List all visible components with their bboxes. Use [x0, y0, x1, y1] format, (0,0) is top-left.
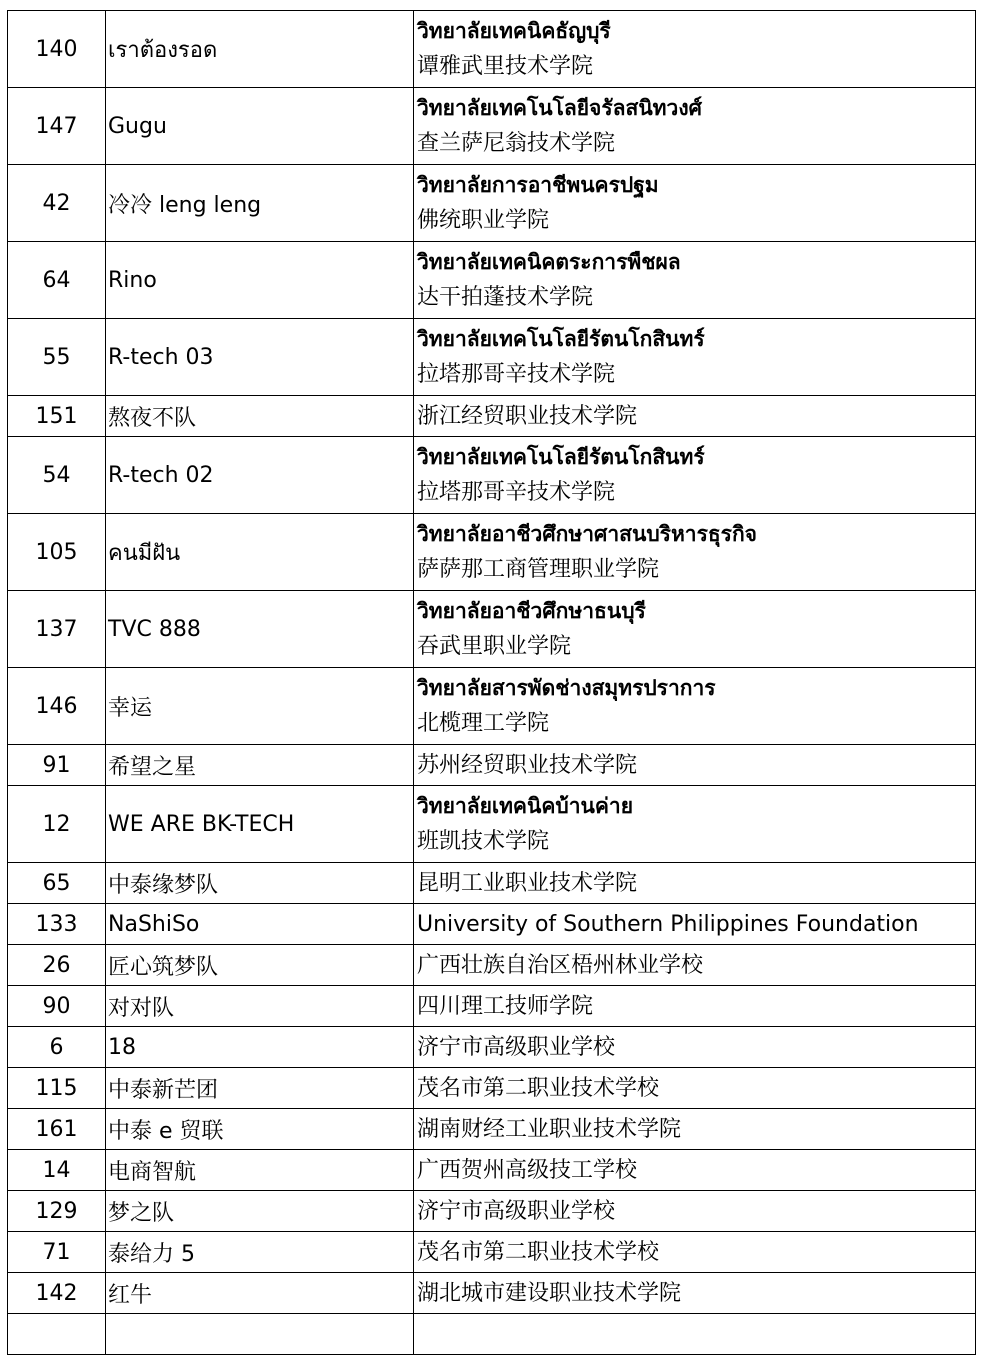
team-name-cell: 中泰新芒团	[106, 1068, 414, 1109]
school-name-primary: 湖北城市建设职业技术学院	[417, 1280, 682, 1306]
teams-table	[7, 10, 976, 1355]
school-name-cell	[414, 88, 976, 165]
school-name-primary: 浙江经贸职业技术学院	[417, 403, 638, 429]
team-id-cell: 142	[8, 1273, 106, 1314]
team-name-cell: 熬夜不队	[106, 396, 414, 437]
team-name-cell: 冷冷 leng leng	[106, 165, 414, 242]
table-row	[8, 591, 976, 668]
team-name-cell: 匠心筑梦队	[106, 945, 414, 986]
team-name-cell: Gugu	[106, 88, 414, 165]
empty-cell	[414, 1314, 976, 1355]
team-name-cell: 对对队	[106, 986, 414, 1027]
school-name-primary: 湖南财经工业职业技术学院	[417, 1116, 682, 1142]
team-id-cell: 129	[8, 1191, 106, 1232]
school-name-primary: วิทยาลัยเทคนิคตระการพืชผล	[417, 250, 681, 274]
team-name-cell: R-tech 03	[106, 319, 414, 396]
school-name-primary: 济宁市高级职业学校	[417, 1034, 616, 1060]
team-name-cell: 幸运	[106, 668, 414, 745]
school-name-primary: 广西贺州高级技工学校	[417, 1157, 638, 1183]
school-name-primary: 昆明工业职业技术学院	[417, 870, 638, 896]
team-name-cell: เราต้องรอด	[106, 11, 414, 88]
team-id-cell: 71	[8, 1232, 106, 1273]
team-id-cell: 26	[8, 945, 106, 986]
school-name-primary: วิทยาลัยเทคโนโลยีจรัลสนิทวงศ์	[417, 96, 702, 120]
table-row	[8, 165, 976, 242]
table-row	[8, 396, 976, 437]
team-id-cell: 90	[8, 986, 106, 1027]
team-name-cell: 18	[106, 1027, 414, 1068]
school-name-secondary: 达干拍蓬技术学院	[417, 285, 594, 310]
table-row	[8, 1232, 976, 1273]
school-name-primary: 茂名市第二职业技术学校	[417, 1239, 660, 1265]
team-id-cell: 42	[8, 165, 106, 242]
school-name-primary: วิทยาลัยเทคนิคบ้านค่าย	[417, 794, 633, 818]
table-row	[8, 514, 976, 591]
school-name-primary: 茂名市第二职业技术学校	[417, 1075, 660, 1101]
school-name-cell	[414, 745, 976, 786]
school-name-secondary: 拉塔那哥辛技术学院	[417, 480, 616, 505]
teams-table-body	[8, 11, 976, 1355]
school-name-cell	[414, 1027, 976, 1068]
empty-cell	[106, 1314, 414, 1355]
table-row	[8, 1273, 976, 1314]
school-name-cell	[414, 319, 976, 396]
table-row	[8, 88, 976, 165]
table-row	[8, 904, 976, 945]
table-row	[8, 1068, 976, 1109]
school-name-secondary: 拉塔那哥辛技术学院	[417, 362, 616, 387]
school-name-secondary: 萨萨那工商管理职业学院	[417, 557, 660, 582]
team-id-cell: 146	[8, 668, 106, 745]
table-row	[8, 1191, 976, 1232]
table-row	[8, 242, 976, 319]
team-name-cell: 中泰缘梦队	[106, 863, 414, 904]
school-name-secondary: 吞武里职业学院	[417, 634, 572, 659]
school-name-cell	[414, 904, 976, 945]
school-name-primary: วิทยาลัยเทคนิคธัญบุรี	[417, 19, 611, 43]
school-name-cell	[414, 1273, 976, 1314]
school-name-secondary: 佛统职业学院	[417, 208, 550, 233]
team-id-cell: 54	[8, 437, 106, 514]
school-name-cell	[414, 396, 976, 437]
table-row	[8, 986, 976, 1027]
team-id-cell: 12	[8, 786, 106, 863]
team-name-cell: 泰给力 5	[106, 1232, 414, 1273]
table-row	[8, 319, 976, 396]
table-row	[8, 945, 976, 986]
school-name-cell	[414, 514, 976, 591]
table-row	[8, 1150, 976, 1191]
school-name-cell	[414, 165, 976, 242]
school-name-primary: University of Southern Philippines Foundation	[417, 911, 919, 937]
school-name-primary: วิทยาลัยอาชีวศึกษาธนบุรี	[417, 599, 646, 623]
table-row	[8, 863, 976, 904]
team-id-cell: 6	[8, 1027, 106, 1068]
school-name-cell	[414, 437, 976, 514]
school-name-cell	[414, 11, 976, 88]
empty-cell	[8, 1314, 106, 1355]
team-id-cell: 137	[8, 591, 106, 668]
team-id-cell: 140	[8, 11, 106, 88]
team-id-cell: 115	[8, 1068, 106, 1109]
school-name-secondary: 谭雅武里技术学院	[417, 54, 594, 79]
school-name-secondary: 班凯技术学院	[417, 829, 550, 854]
team-id-cell: 105	[8, 514, 106, 591]
school-name-cell	[414, 786, 976, 863]
team-id-cell: 147	[8, 88, 106, 165]
school-name-cell	[414, 945, 976, 986]
school-name-secondary: 查兰萨尼翁技术学院	[417, 131, 616, 156]
school-name-cell	[414, 1109, 976, 1150]
school-name-primary: วิทยาลัยสารพัดช่างสมุทรปราการ	[417, 676, 716, 700]
table-row-continuation	[8, 1314, 976, 1355]
table-row	[8, 1109, 976, 1150]
team-name-cell: TVC 888	[106, 591, 414, 668]
team-name-cell: คนมีฝัน	[106, 514, 414, 591]
team-name-cell: R-tech 02	[106, 437, 414, 514]
school-name-cell	[414, 591, 976, 668]
team-id-cell: 55	[8, 319, 106, 396]
school-name-cell	[414, 668, 976, 745]
team-id-cell: 65	[8, 863, 106, 904]
team-name-cell: 中泰 e 贸联	[106, 1109, 414, 1150]
table-row	[8, 668, 976, 745]
school-name-cell	[414, 863, 976, 904]
school-name-secondary: 北榄理工学院	[417, 711, 550, 736]
table-row	[8, 437, 976, 514]
team-name-cell: 电商智航	[106, 1150, 414, 1191]
team-name-cell: NaShiSo	[106, 904, 414, 945]
team-id-cell: 133	[8, 904, 106, 945]
team-name-cell: 红牛	[106, 1273, 414, 1314]
school-name-cell	[414, 986, 976, 1027]
table-row	[8, 11, 976, 88]
team-name-cell: Rino	[106, 242, 414, 319]
school-name-primary: วิทยาลัยอาชีวศึกษาศาสนบริหารธุรกิจ	[417, 522, 757, 546]
team-id-cell: 151	[8, 396, 106, 437]
school-name-cell	[414, 1191, 976, 1232]
school-name-primary: วิทยาลัยเทคโนโลยีรัตนโกสินทร์	[417, 327, 705, 351]
team-id-cell: 161	[8, 1109, 106, 1150]
team-name-cell: 希望之星	[106, 745, 414, 786]
school-name-primary: 四川理工技师学院	[417, 993, 594, 1019]
table-row	[8, 745, 976, 786]
school-name-primary: 苏州经贸职业技术学院	[417, 752, 638, 778]
team-id-cell: 91	[8, 745, 106, 786]
table-row	[8, 786, 976, 863]
team-name-cell: 梦之队	[106, 1191, 414, 1232]
school-name-cell	[414, 242, 976, 319]
school-name-primary: 济宁市高级职业学校	[417, 1198, 616, 1224]
table-row	[8, 1027, 976, 1068]
school-name-primary: วิทยาลัยการอาชีพนครปฐม	[417, 173, 659, 197]
team-name-cell: WE ARE BK-TECH	[106, 786, 414, 863]
team-id-cell: 14	[8, 1150, 106, 1191]
school-name-primary: 广西壮族自治区梧州林业学校	[417, 952, 704, 978]
school-name-cell	[414, 1150, 976, 1191]
school-name-primary: วิทยาลัยเทคโนโลยีรัตนโกสินทร์	[417, 445, 705, 469]
team-id-cell: 64	[8, 242, 106, 319]
school-name-cell	[414, 1232, 976, 1273]
school-name-cell	[414, 1068, 976, 1109]
